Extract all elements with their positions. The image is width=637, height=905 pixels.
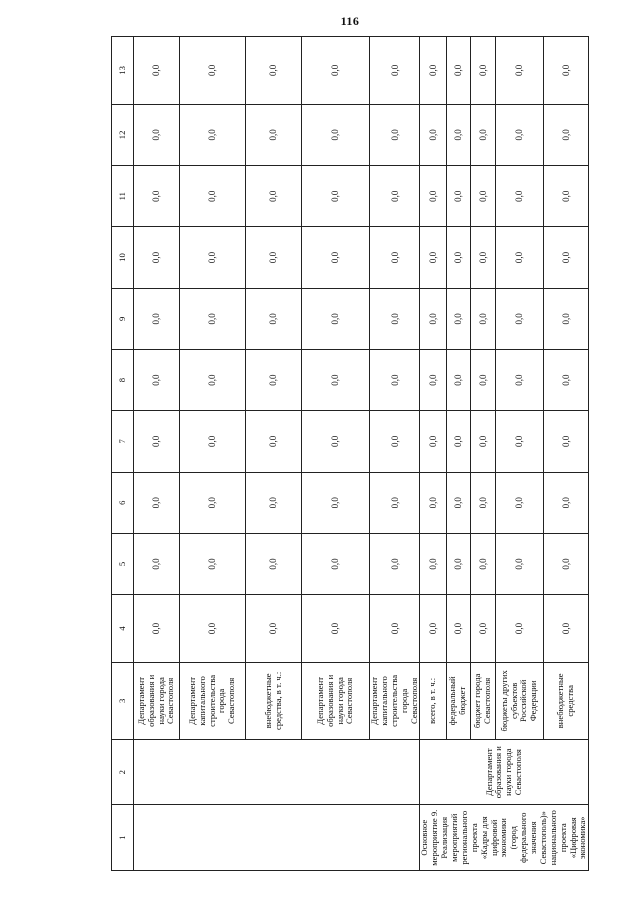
value-cell: 0,0: [180, 533, 246, 594]
value-cell: 0,0: [246, 227, 302, 288]
value-cell: 0,0: [134, 411, 180, 472]
value-cell: 0,0: [370, 595, 420, 663]
value-cell: 0,0: [246, 288, 302, 349]
value-cell: 0,0: [446, 349, 471, 410]
value-cell: 0,0: [420, 349, 446, 410]
value-cell: 0,0: [471, 349, 496, 410]
value-cell: 0,0: [246, 595, 302, 663]
column-header: 9: [112, 288, 134, 349]
value-cell: 0,0: [420, 288, 446, 349]
value-cell: 0,0: [495, 595, 543, 663]
value-cell: 0,0: [495, 227, 543, 288]
column-header: 7: [112, 411, 134, 472]
funding-source-cell: Департамент образования и науки города Севастополя: [302, 662, 370, 739]
value-cell: 0,0: [446, 288, 471, 349]
column-header: 1: [112, 805, 134, 871]
value-cell: 0,0: [180, 472, 246, 533]
value-cell: 0,0: [420, 37, 446, 105]
value-cell: 0,0: [471, 533, 496, 594]
value-cell: 0,0: [302, 595, 370, 663]
value-cell: 0,0: [544, 411, 589, 472]
value-cell: 0,0: [471, 227, 496, 288]
value-cell: 0,0: [420, 166, 446, 227]
value-cell: 0,0: [471, 411, 496, 472]
value-cell: 0,0: [180, 166, 246, 227]
value-cell: 0,0: [420, 595, 446, 663]
value-cell: 0,0: [471, 37, 496, 105]
value-cell: 0,0: [495, 533, 543, 594]
value-cell: 0,0: [446, 595, 471, 663]
value-cell: 0,0: [495, 472, 543, 533]
value-cell: 0,0: [544, 533, 589, 594]
value-cell: 0,0: [495, 166, 543, 227]
value-cell: 0,0: [134, 37, 180, 105]
funding-source-cell: Департамент капитального строительства города Севастополя: [180, 662, 246, 739]
activity-cell-empty: [134, 805, 420, 871]
column-header: 4: [112, 595, 134, 663]
value-cell: 0,0: [420, 104, 446, 165]
value-cell: 0,0: [370, 227, 420, 288]
funding-source-cell: Департамент образования и науки города Севастополя: [134, 662, 180, 739]
column-header: 2: [112, 739, 134, 805]
value-cell: 0,0: [446, 227, 471, 288]
funding-source-cell: бюджеты других субъектов Российской Федерации: [495, 662, 543, 739]
funding-source-cell: бюджет города Севастополя: [471, 662, 496, 739]
table-wrapper: [111, 36, 588, 871]
value-cell: 0,0: [544, 104, 589, 165]
funding-source-cell: всего, в т. ч.:: [420, 662, 446, 739]
value-cell: 0,0: [495, 37, 543, 105]
value-cell: 0,0: [302, 411, 370, 472]
value-cell: 0,0: [370, 288, 420, 349]
executor-cell: Департамент образования и науки города Севастополя: [420, 739, 589, 805]
value-cell: 0,0: [420, 533, 446, 594]
value-cell: 0,0: [302, 37, 370, 105]
value-cell: 0,0: [302, 349, 370, 410]
table-row: [134, 37, 180, 871]
value-cell: 0,0: [134, 595, 180, 663]
value-cell: 0,0: [134, 227, 180, 288]
value-cell: 0,0: [495, 104, 543, 165]
value-cell: 0,0: [495, 288, 543, 349]
funding-table: [111, 36, 589, 871]
value-cell: 0,0: [302, 166, 370, 227]
value-cell: 0,0: [180, 411, 246, 472]
value-cell: 0,0: [302, 288, 370, 349]
value-cell: 0,0: [471, 104, 496, 165]
column-header: 11: [112, 166, 134, 227]
value-cell: 0,0: [246, 411, 302, 472]
value-cell: 0,0: [246, 37, 302, 105]
value-cell: 0,0: [544, 288, 589, 349]
column-header: 8: [112, 349, 134, 410]
value-cell: 0,0: [446, 37, 471, 105]
funding-source-cell: федеральный бюджет: [446, 662, 471, 739]
value-cell: 0,0: [370, 411, 420, 472]
value-cell: 0,0: [420, 472, 446, 533]
value-cell: 0,0: [180, 104, 246, 165]
column-header: 5: [112, 533, 134, 594]
value-cell: 0,0: [180, 349, 246, 410]
value-cell: 0,0: [495, 411, 543, 472]
value-cell: 0,0: [134, 349, 180, 410]
value-cell: 0,0: [495, 349, 543, 410]
value-cell: 0,0: [180, 37, 246, 105]
value-cell: 0,0: [370, 472, 420, 533]
value-cell: 0,0: [370, 533, 420, 594]
value-cell: 0,0: [302, 227, 370, 288]
value-cell: 0,0: [420, 227, 446, 288]
value-cell: 0,0: [544, 37, 589, 105]
value-cell: 0,0: [544, 472, 589, 533]
activity-cell: Основное мероприятие 9. Реализация мероприятий регионального проекта «Кадры для цифровой экономики (город федерального значения Севастополь)» национального проекта «Цифровая экономика»: [420, 805, 589, 871]
value-cell: 0,0: [134, 472, 180, 533]
value-cell: 0,0: [471, 166, 496, 227]
value-cell: 0,0: [246, 166, 302, 227]
value-cell: 0,0: [246, 349, 302, 410]
value-cell: 0,0: [446, 166, 471, 227]
rotated-table-frame: [111, 36, 588, 871]
value-cell: 0,0: [180, 595, 246, 663]
value-cell: 0,0: [471, 595, 496, 663]
value-cell: 0,0: [134, 166, 180, 227]
value-cell: 0,0: [471, 288, 496, 349]
value-cell: 0,0: [446, 104, 471, 165]
value-cell: 0,0: [370, 349, 420, 410]
value-cell: 0,0: [302, 533, 370, 594]
value-cell: 0,0: [370, 166, 420, 227]
value-cell: 0,0: [544, 595, 589, 663]
value-cell: 0,0: [446, 533, 471, 594]
value-cell: 0,0: [134, 104, 180, 165]
value-cell: 0,0: [544, 227, 589, 288]
value-cell: 0,0: [180, 288, 246, 349]
value-cell: 0,0: [471, 472, 496, 533]
value-cell: 0,0: [370, 104, 420, 165]
column-header: 13: [112, 37, 134, 105]
column-header: 6: [112, 472, 134, 533]
value-cell: 0,0: [134, 533, 180, 594]
value-cell: 0,0: [544, 166, 589, 227]
table-body: [112, 37, 589, 871]
value-cell: 0,0: [302, 104, 370, 165]
funding-source-cell: внебюджетные средства: [544, 662, 589, 739]
value-cell: 0,0: [544, 349, 589, 410]
value-cell: 0,0: [246, 104, 302, 165]
executor-cell-empty: [134, 739, 420, 805]
value-cell: 0,0: [180, 227, 246, 288]
value-cell: 0,0: [446, 411, 471, 472]
page-number: 116: [340, 14, 360, 28]
value-cell: 0,0: [246, 472, 302, 533]
header-row: [112, 37, 134, 871]
funding-source-cell: внебюджетные средства, в т. ч.:: [246, 662, 302, 739]
funding-source-cell: Департамент капитального строительства города Севастополя: [370, 662, 420, 739]
column-header: 12: [112, 104, 134, 165]
value-cell: 0,0: [370, 37, 420, 105]
value-cell: 0,0: [446, 472, 471, 533]
value-cell: 0,0: [246, 533, 302, 594]
table-row: [420, 37, 446, 871]
value-cell: 0,0: [420, 411, 446, 472]
column-header: 10: [112, 227, 134, 288]
value-cell: 0,0: [302, 472, 370, 533]
value-cell: 0,0: [134, 288, 180, 349]
column-header: 3: [112, 662, 134, 739]
